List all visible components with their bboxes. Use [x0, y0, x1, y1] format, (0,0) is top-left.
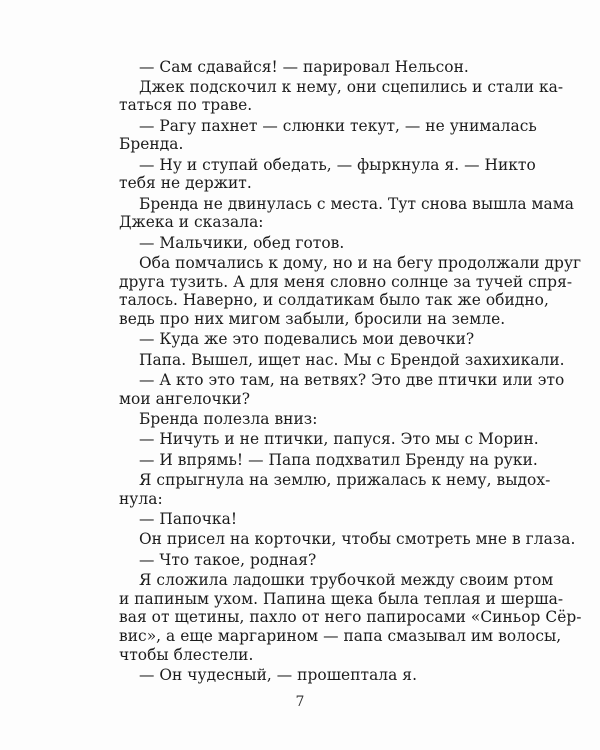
text-line: ведь про них мигом забыли, бросили на земле. [119, 310, 506, 328]
text-line: — Куда же это подевались мои девочки? [139, 330, 475, 348]
text-line: — Мальчики, обед готов. [139, 234, 345, 252]
text-line: Я спрыгнула на землю, прижалась к нему, выдох- [139, 471, 551, 489]
text-line: — А кто это там, на ветвях? Это две птички или это [139, 371, 565, 389]
text-line: — Ничуть и не птички, папуся. Это мы с Морин. [139, 430, 539, 448]
text-line: — Рагу пахнет — слюнки текут, — не унималась [139, 117, 537, 135]
text-line: нула: [119, 490, 163, 508]
text-line: друга тузить. А для меня словно солнце за тучей спря- [119, 273, 573, 291]
text-line: — И впрямь! — Папа подхватил Бренду на руки. [139, 451, 538, 469]
text-line: Бренда полезла вниз: [139, 410, 318, 428]
text-line: Джека и сказала: [119, 213, 264, 231]
text-line: Бренда не двинулась с места. Тут снова вышла мама [139, 195, 574, 213]
text-line: — Он чудесный, — прошептала я. [139, 666, 418, 684]
text-line: и папиным ухом. Папина щека была теплая и шерша- [119, 590, 564, 608]
text-line: Оба помчались к дому, но и на бегу продолжали друг [139, 254, 582, 272]
text-line: — Ну и ступай обедать, — фыркнула я. — Никто [139, 156, 536, 174]
text-line: — Папочка! [139, 510, 238, 528]
text-line: — Сам сдавайся! — парировал Нельсон. [139, 58, 469, 76]
text-line: тебя не держит. [119, 174, 252, 192]
text-line: чтобы блестели. [119, 646, 254, 664]
text-line: Он присел на корточки, чтобы смотреть мне в глаза. [139, 530, 576, 548]
text-line: талось. Наверно, и солдатикам было так же обидно, [119, 291, 549, 309]
text-line: таться по траве. [119, 96, 253, 114]
text-line: Папа. Вышел, ищет нас. Мы с Брендой захихикали. [139, 351, 565, 369]
text-line: Бренда. [119, 135, 184, 153]
text-line: мои ангелочки? [119, 390, 251, 408]
text-line: вая от щетины, пахло от него папиросами «Синьор Сёр- [119, 608, 582, 626]
text-line: — Что такое, родная? [139, 551, 317, 569]
text-line: вис», а еще маргарином — папа смазывал им волосы, [119, 627, 562, 645]
text-line: Я сложила ладошки трубочкой между своим ртом [139, 571, 554, 589]
page-number: 7 [295, 694, 305, 710]
text-line: Джек подскочил к нему, они сцепились и стали ка- [139, 78, 564, 96]
